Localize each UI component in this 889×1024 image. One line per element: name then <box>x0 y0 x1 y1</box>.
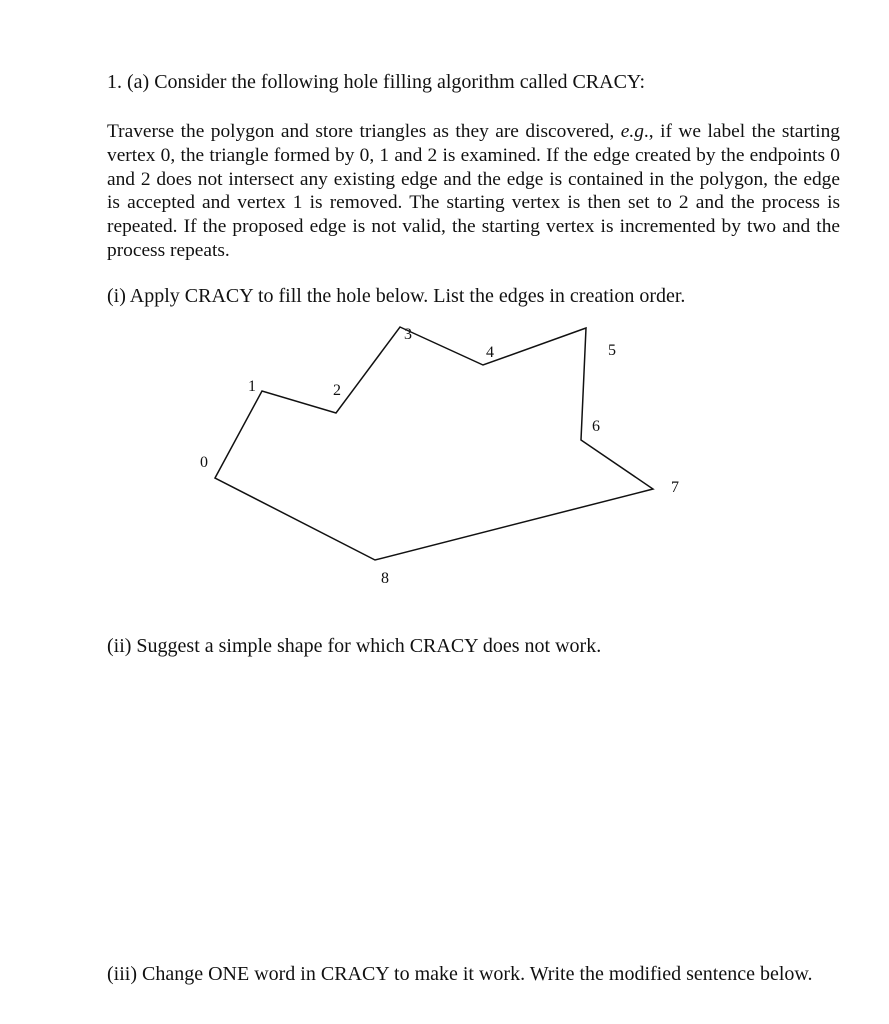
part-i-prompt: (i) Apply CRACY to fill the hole below. List the edges in creation order. <box>107 285 686 307</box>
vertex-label-2: 2 <box>333 382 341 399</box>
question-heading: 1. (a) Consider the following hole filling algorithm called CRACY: <box>107 71 646 93</box>
algorithm-text-eg: e.g <box>620 121 644 142</box>
vertex-label-3: 3 <box>404 326 412 343</box>
algorithm-text-part-2: ., if we label the starting vertex 0, the triangle formed by 0, 1 and 2 is examined. If the edge created by the endpoints 0 and 2 does not intersect any existing edge and the edge is contained in the polygon, the edge is accepted and vertex 1 is removed. The starting vertex is then set to 2 and the process is repeated. If the proposed edge is not valid, the starting vertex is incremented by two and the process repeats. <box>107 121 840 261</box>
part-ii-prompt: (ii) Suggest a simple shape for which CRACY does not work. <box>107 635 602 657</box>
algorithm-text-part-1: Traverse the polygon and store triangles as they are discovered, <box>107 121 621 142</box>
vertex-label-8: 8 <box>381 570 389 587</box>
vertex-label-4: 4 <box>486 344 494 361</box>
hole-polygon <box>215 327 653 560</box>
part-iii-prompt: (iii) Change ONE word in CRACY to make it work. Write the modified sentence below. <box>107 963 813 985</box>
vertex-label-7: 7 <box>671 479 679 496</box>
vertex-label-0: 0 <box>200 454 208 471</box>
vertex-label-1: 1 <box>248 378 256 395</box>
vertex-label-5: 5 <box>608 342 616 359</box>
algorithm-description <box>107 120 840 263</box>
vertex-label-6: 6 <box>592 418 600 435</box>
